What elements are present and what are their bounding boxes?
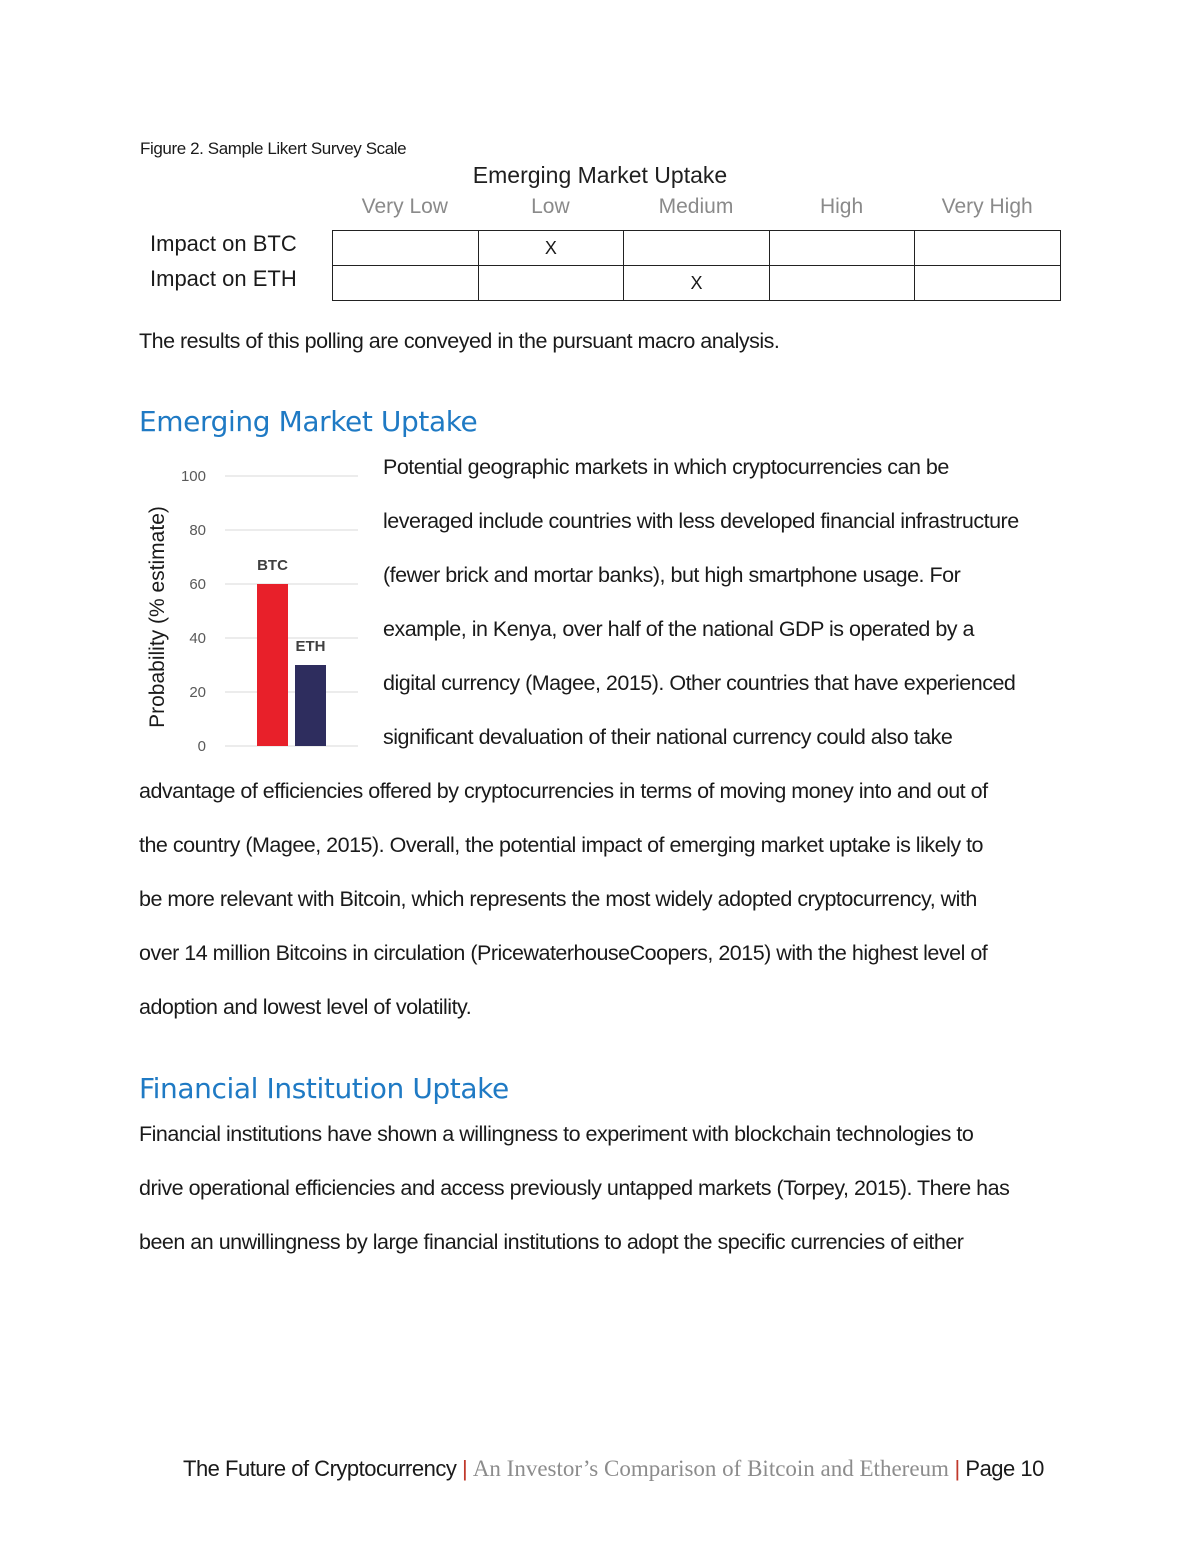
paragraph-line: digital currency (Magee, 2015). Other countries that have experienced (383, 671, 1016, 695)
paragraph-line: example, in Kenya, over half of the national GDP is operated by a (383, 617, 974, 641)
footer-separator: | (954, 1456, 960, 1481)
likert-cell (915, 266, 1061, 301)
probability-bar-chart (140, 456, 370, 766)
likert-column-high: High (819, 195, 864, 218)
likert-cell (769, 231, 915, 266)
paragraph-line: advantage of efficiencies offered by cryptocurrencies in terms of moving money into and out of (139, 779, 988, 803)
likert-column-medium: Medium (658, 195, 734, 218)
section-heading-emerging-market: Emerging Market Uptake (139, 405, 478, 438)
paragraph-line: leveraged include countries with less developed financial infrastructure (383, 509, 1019, 533)
likert-cell: X (624, 266, 770, 301)
y-tick-label: 100 (180, 468, 206, 485)
paragraph-line: drive operational efficiencies and access previously untapped markets (Torpey, 2015). There has (139, 1176, 1010, 1200)
likert-column-low: Low (531, 195, 570, 218)
likert-cell (333, 231, 479, 266)
y-tick-label: 60 (189, 576, 206, 593)
likert-row-eth (333, 266, 1061, 301)
likert-cell (478, 266, 624, 301)
section-heading-financial-institution: Financial Institution Uptake (139, 1072, 509, 1105)
figure-caption: Figure 2. Sample Likert Survey Scale (140, 139, 407, 158)
likert-row-btc (333, 231, 1061, 266)
likert-table (332, 230, 1061, 301)
likert-cell (624, 231, 770, 266)
likert-row-label-eth: Impact on ETH (150, 266, 297, 291)
paragraph-line: Potential geographic markets in which cryptocurrencies can be (383, 455, 949, 479)
y-tick-label: 80 (189, 522, 206, 539)
y-tick-label: 40 (189, 630, 206, 647)
page-footer (183, 1456, 1044, 1482)
footer-title: The Future of Cryptocurrency (183, 1456, 457, 1481)
paragraph-line: the country (Magee, 2015). Overall, the potential impact of emerging market uptake is likely to (139, 833, 983, 857)
bar-eth (295, 665, 326, 746)
likert-cell (333, 266, 479, 301)
bar-label-btc: BTC (257, 557, 288, 574)
likert-cell: X (478, 231, 624, 266)
y-tick-label: 20 (189, 684, 206, 701)
paragraph-line: over 14 million Bitcoins in circulation (PricewaterhouseCoopers, 2015) with the highest level of (139, 941, 988, 965)
paragraph-line: (fewer brick and mortar banks), but high smartphone usage. For (383, 563, 961, 587)
likert-title: Emerging Market Uptake (472, 162, 728, 188)
paragraph-line: Financial institutions have shown a willingness to experiment with blockchain technologies to (139, 1122, 974, 1146)
paragraph-line: significant devaluation of their national currency could also take (383, 725, 953, 749)
paragraph-line: been an unwillingness by large financial institutions to adopt the specific currencies of either (139, 1230, 964, 1254)
likert-column-very-high: Very High (941, 195, 1033, 218)
bar-label-eth: ETH (295, 638, 326, 655)
likert-cell (915, 231, 1061, 266)
footer-page-number: Page 10 (965, 1456, 1044, 1481)
likert-row-label-btc: Impact on BTC (150, 231, 297, 256)
likert-cell (769, 266, 915, 301)
footer-subtitle: An Investor’s Comparison of Bitcoin and Ethereum (472, 1456, 949, 1481)
y-tick-label: 0 (197, 738, 206, 755)
footer-separator: | (461, 1456, 468, 1481)
paragraph-line: adoption and lowest level of volatility. (139, 995, 472, 1019)
intro-sentence: The results of this polling are conveyed in the pursuant macro analysis. (139, 329, 780, 353)
likert-column-very-low: Very Low (361, 195, 448, 218)
likert-column-headers (332, 195, 1060, 223)
y-axis-label: Probability (% estimate) (146, 506, 169, 728)
bar-btc (257, 584, 288, 746)
paragraph-line: be more relevant with Bitcoin, which represents the most widely adopted cryptocurrency, with (139, 887, 977, 911)
